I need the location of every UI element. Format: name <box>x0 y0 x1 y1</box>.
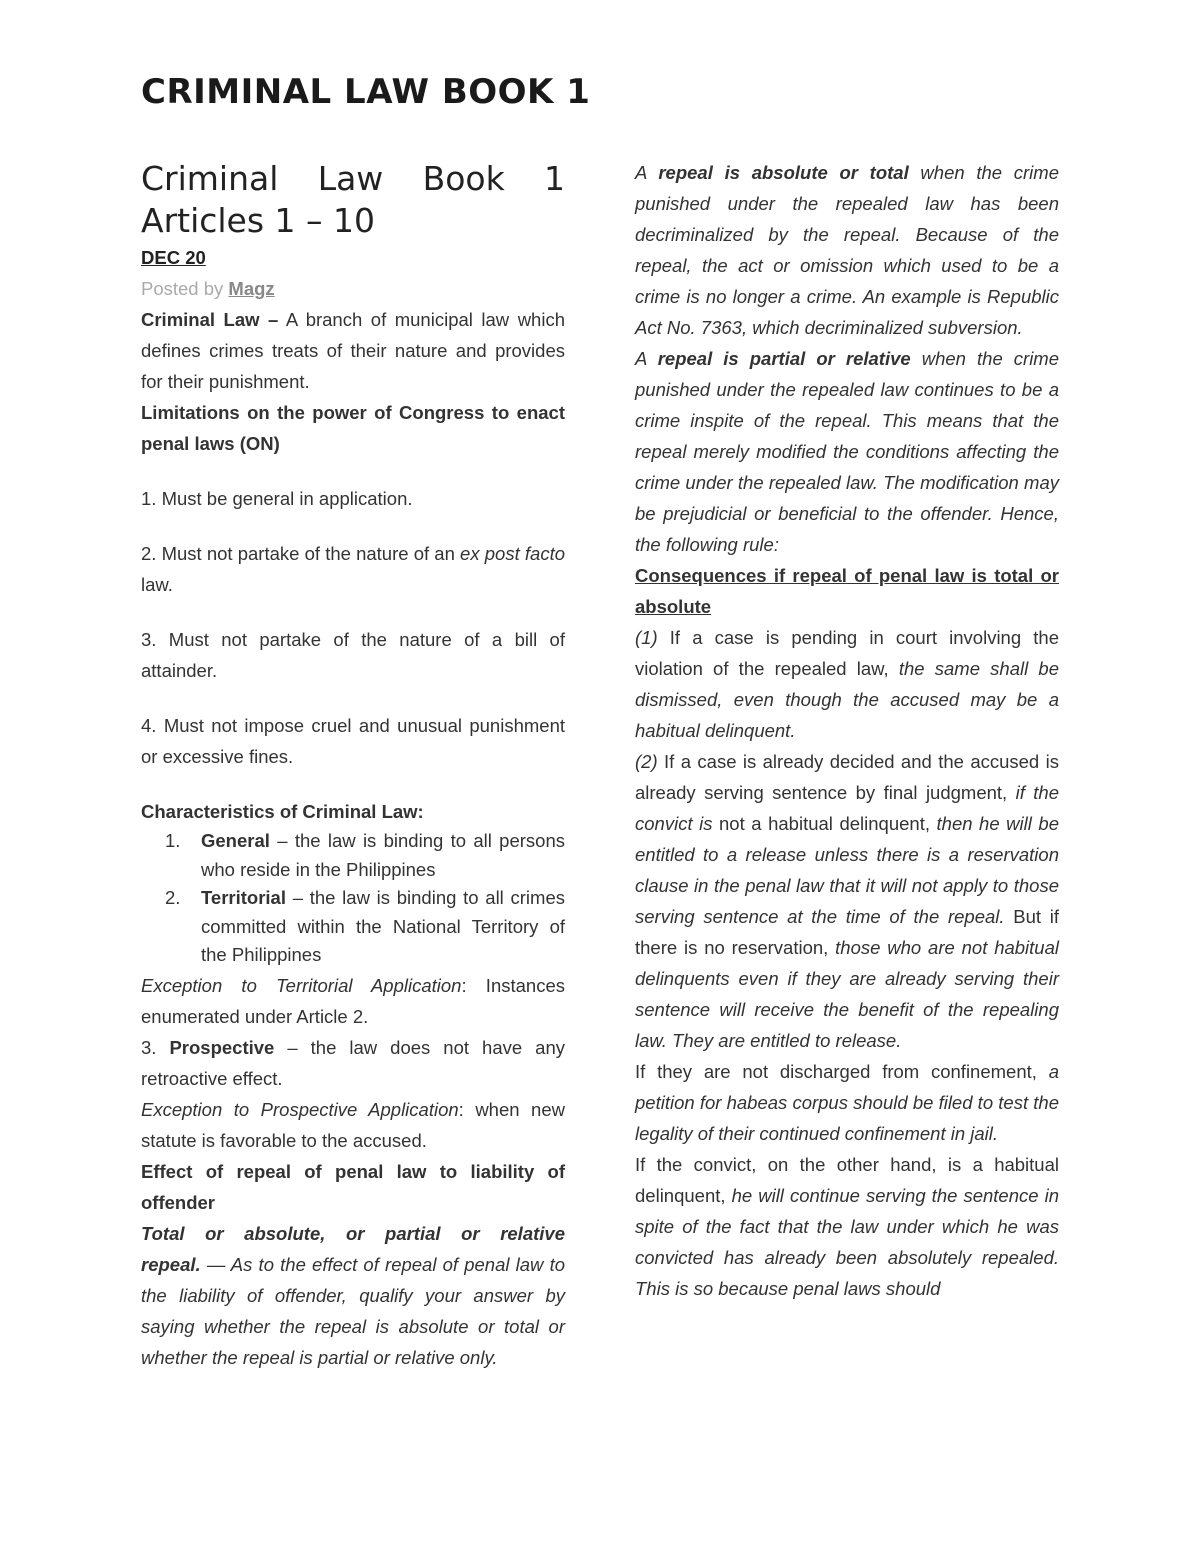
habitual-delinquent-paragraph: If the convict, on the other hand, is a habitual delinquent, he will continue serving the sentence in spite of the fact that the law under which he was convicted has already been absolutely repealed. This is so because penal laws should <box>635 1154 1060 1299</box>
left-column <box>141 158 565 1373</box>
article-heading-line2: Articles 1 – 10 <box>141 201 376 240</box>
characteristics-list <box>141 827 565 970</box>
partial-repeal-paragraph: A repeal is partial or relative when the crime punished under the repealed law continues to be a crime inspite of the repeal. This means that the repeal merely modified the conditions affecting the crime under the repealed law. The modification may be prejudicial or beneficial to the offender. Hence, the following rule: <box>635 348 1060 555</box>
limitation-item: 3. Must not partake of the nature of a bill of attainder. <box>141 629 565 681</box>
limitations-heading: Limitations on the power of Congress to enact penal laws (ON) <box>141 402 565 454</box>
limitation-item: 1. Must be general in application. <box>141 488 413 509</box>
list-item: 2. Territorial – the law is binding to all crimes committed within the National Territory of the Philippines <box>165 887 565 965</box>
absolute-repeal-paragraph: A repeal is absolute or total when the crime punished under the repealed law has been decriminalized by the repeal. Because of the repeal, the act or omission which used to be a crime is no longer a crime. An example is Republic Act No. 7363, which decriminalized subversion. <box>635 162 1059 338</box>
habeas-corpus-paragraph: If they are not discharged from confinement, a petition for habeas corpus should be filed to test the legality of their continued confinement in jail. <box>635 1061 1059 1144</box>
right-column <box>635 157 1059 1304</box>
article-heading-line1: Criminal Law Book 1 <box>141 159 565 198</box>
consequence-2: (2) If a case is already decided and the accused is already serving sentence by final judgment, if the convict is not a habitual delinquent, then he will be entitled to a release unless there is a reservation clause in the penal law that it will not apply to those serving sentence at the time of the repeal. But if there is no reservation, those who are not habitual delinquents even if they are already serving their sentence will receive the benefit of the repealing law. They are entitled to release. <box>635 751 1059 1051</box>
criminal-law-definition: Criminal Law – A branch of municipal law which defines crimes treats of their nature and provides for their punishment. <box>141 309 565 392</box>
exception-prospective: Exception to Prospective Application: when new statute is favorable to the accused. <box>141 1098 565 1151</box>
effect-heading: Effect of repeal of penal law to liability of offender <box>141 1160 565 1213</box>
author-link[interactable]: Magz <box>228 278 275 299</box>
post-date[interactable]: DEC 20 <box>141 247 206 268</box>
limitation-item: 4. Must not impose cruel and unusual punishment or excessive fines. <box>141 715 565 767</box>
consequences-heading: Consequences if repeal of penal law is total or absolute <box>635 565 1059 617</box>
prospective-item: 3. Prospective – the law does not have any retroactive effect. <box>141 1036 565 1089</box>
article-heading <box>141 158 565 242</box>
consequence-1: (1) If a case is pending in court involving the violation of the repealed law, the same shall be dismissed, even though the accused may be a habitual delinquent. <box>635 627 1059 741</box>
characteristics-heading: Characteristics of Criminal Law: <box>141 801 424 822</box>
posted-by: Posted by Magz <box>141 278 275 299</box>
limitation-item: 2. Must not partake of the nature of an ex post facto law. <box>141 543 565 595</box>
total-partial-repeal: Total or absolute, or partial or relative repeal. — As to the effect of repeal of penal law to the liability of offender, qualify your answer by saying whether the repeal is absolute or total or whether the repeal is partial or relative only. <box>141 1222 565 1368</box>
exception-territorial: Exception to Territorial Application: Instances enumerated under Article 2. <box>141 974 565 1027</box>
list-item: 1. General – the law is binding to all persons who reside in the Philippines <box>165 830 565 880</box>
document-title: CRIMINAL LAW BOOK 1 <box>141 72 591 112</box>
